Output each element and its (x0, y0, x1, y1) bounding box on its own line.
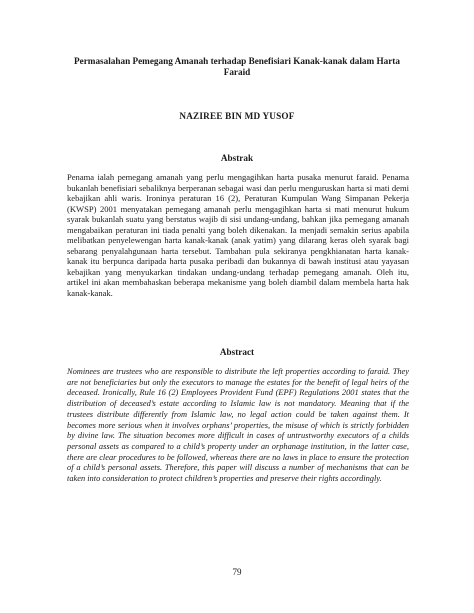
author-name: NAZIREE BIN MD YUSOF (179, 111, 295, 121)
abstrak-heading: Abstrak (220, 153, 254, 163)
page-number: 79 (232, 567, 242, 577)
abstract-body: Nominees are trustees who are responsible to distribute the left properties according to faraid. They are not beneficiaries but only the executors to manage the estates for the benefit of legal heirs of the deceased. Ironically, Rule 16 (2) Employees Provident Fund (EPF) Regulations 2001 states that the distribution of deceased’s estate according to Islamic law is not mandatory. Meaning that if the trustees distribute differently from Islamic law, no legal action could be taken against them. It becomes more serious when it involves orphans’ properties, the misuse of which is strictly forbidden by divine law. The situation becomes more difficult in cases of untrustworthy executors of a childs personal assets as compared to a child’s property under an orphanage institution, in the latter case, there are clear procedures to be followed, whereas there are no laws in place to ensure the protection of a child’s personal assets. Therefore, this paper will discuss a number of mechanisms that can be taken into consideration to protect children’s properties and preserve their rights accordingly. (67, 367, 409, 484)
abstrak-body: Penama ialah pemegang amanah yang perlu mengagihkan harta pusaka menurut faraid. Penama bukanlah benefisiari sebaliknya berperanan sebagai wasi dan perlu menguruskan harta si mati demi kebajikan ahli waris. Ironinya peraturan 16 (2), Peraturan Kumpulan Wang Simpanan Pekerja (KWSP) 2001 menyatakan pemegang amanah perlu mengagihkan harta si mati menurut hukum syarak bukanlah suatu yang berstatus wajib di sisi undang-undang, bahkan jika pemegang amanah mengabaikan peraturan ini tiada penalti yang boleh dikenakan. Ia menjadi semakin serius apabila melibatkan penyelewengan harta kanak-kanak (anak yatim) yang dilarang keras oleh syarak bagi sebarang penyalahgunaan harta tersebut. Tambahan pula sekiranya pengkhianatan harta kanak-kanak itu berpunca daripada harta pusaka peribadi dan bukannya di bawah institusi atau yayasan kebajikan yang menyukarkan tindakan undang-undang terhadap pemegang amanah. Oleh itu, artikel ini akan membahaskan beberapa mekanisme yang boleh diambil dalam membela harta hak kanak-kanak. (67, 172, 409, 299)
paper-title: Permasalahan Pemegang Amanah terhadap Benefisiari Kanak-kanak dalam Harta Faraid (74, 56, 400, 77)
abstract-heading: Abstract (219, 347, 255, 357)
